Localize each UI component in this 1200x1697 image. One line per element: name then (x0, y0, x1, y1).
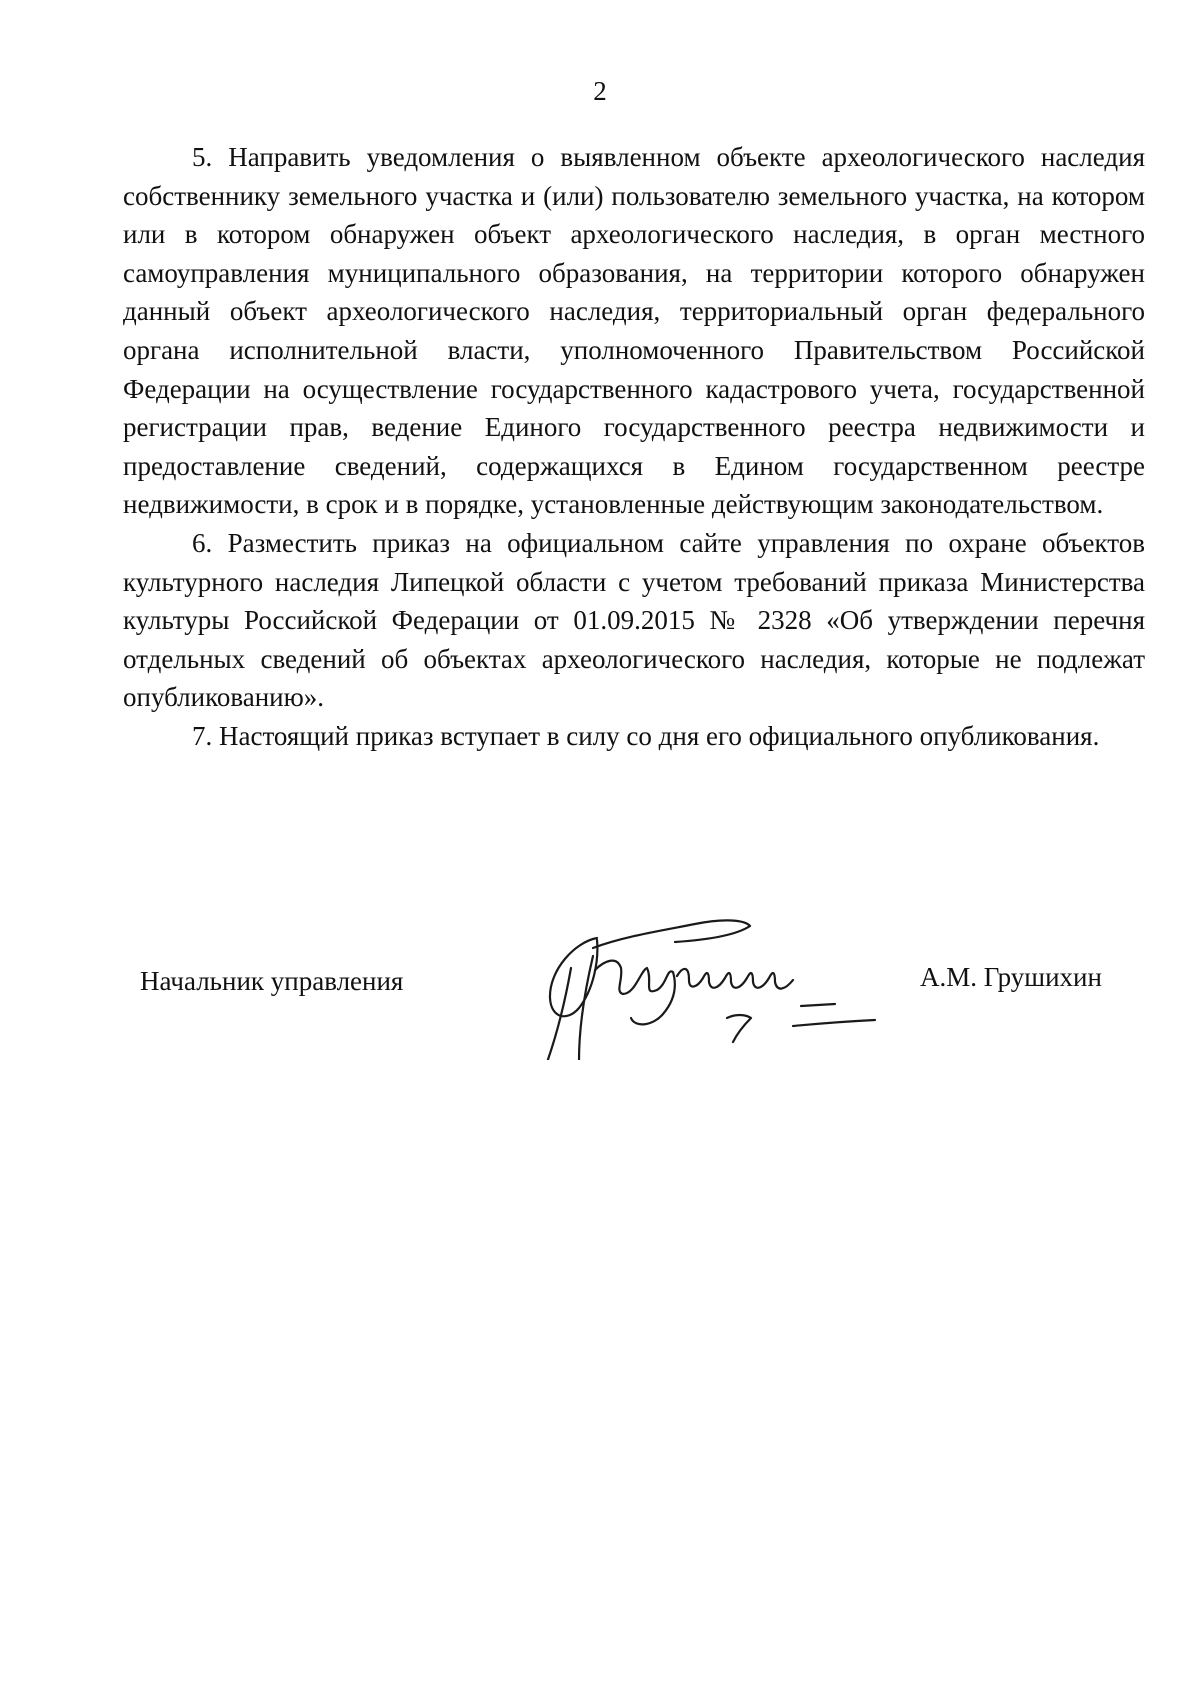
signatory-name: А.М. Грушихин (920, 962, 1102, 992)
paragraph-6: 6. Разместить приказ на официальном сайте управления по охране объектов культурного наследия Липецкой области с учетом требований приказа Министерства культуры Российской Федерации от 01.09.2015 № 2328 «Об утверждении перечня отдельных сведений об объектах археологического наследия, которые не подлежат опубликованию». (123, 527, 1145, 713)
document-body (123, 138, 1145, 756)
handwritten-signature (535, 910, 915, 1060)
page-number: 2 (593, 76, 607, 106)
signatory-title: Начальник управления (140, 966, 404, 996)
paragraph-5: 5. Направить уведомления о выявленном объекте археологического наследия собственнику земельного участка и (или) пользователю земельного участка, на котором или в котором обнаружен объект археологического наследия, в орган местного самоуправления муниципального образования, на территории которого обнаружен данный объект археологического наследия, территориальный орган федерального органа исполнительной власти, уполномоченного Правительством Российской Федерации на осуществление государственного кадастрового учета, государственной регистрации прав, ведение Единого государственного реестра недвижимости и предоставление сведений, содержащихся в Едином государственном реестре недвижимости, в срок и в порядке, установленные действующим законодательством. (123, 142, 1145, 520)
paragraph-7: 7. Настоящий приказ вступает в силу со дня его официального опубликования. (192, 720, 1100, 751)
